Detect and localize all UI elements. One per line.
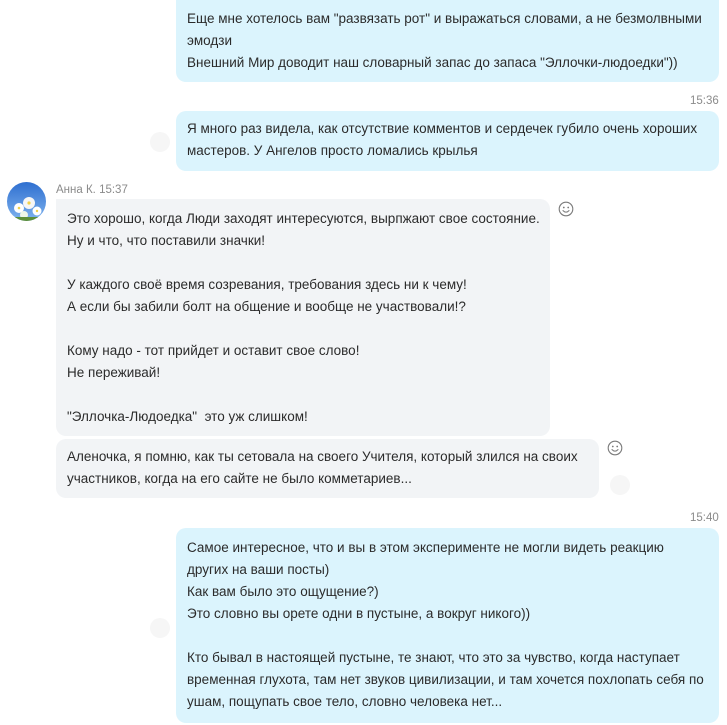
message-text-line: [67, 318, 538, 340]
message-text-line: участников, когда на его сайте не было комметариев...: [67, 471, 412, 486]
message-text-line: ушам, пощупать свое тело, словно человека нет...: [187, 694, 503, 709]
message-text-line: "Эллочка-Людоедка" это уж слишком!: [67, 409, 308, 424]
hidden-reaction-placeholder: [610, 475, 630, 495]
message-text-line: Аленочка, я помню, как ты сетовала на своего Учителя, который злился на своих: [67, 449, 578, 464]
message-text-line: временная глухота, там нет звуков цивилизации, и там хочется похлопать себя по: [187, 672, 704, 687]
hidden-reaction-placeholder: [150, 132, 170, 152]
message-bubble-incoming[interactable]: [56, 439, 599, 498]
message-text-line: Кому надо - тот прийдет и оставит свое слово!: [67, 343, 360, 358]
sender-name[interactable]: Анна К.: [56, 184, 96, 196]
sender-meta: [56, 184, 128, 196]
avatar[interactable]: [7, 182, 46, 221]
message-bubble-incoming[interactable]: [56, 199, 550, 436]
message-text-line: мастеров. У Ангелов просто ломались крылья: [187, 143, 478, 158]
message-text-line: [187, 625, 707, 647]
message-text-line: Я много раз видела, как отсутствие комментов и сердечек губило очень хороших: [187, 121, 698, 136]
message-text-line: Внешний Мир доводит наш словарный запас до запаса "Эллочки-людоедки")): [187, 55, 678, 70]
message-text-line: Самое интересное, что и вы в этом эксперименте не могли видеть реакцию: [187, 540, 664, 555]
smiley-icon[interactable]: [558, 201, 574, 217]
message-timestamp: 15:40: [690, 512, 719, 524]
message-bubble-outgoing[interactable]: [176, 111, 719, 171]
message-text-line: [67, 252, 538, 274]
message-text-line: эмодзи: [187, 33, 232, 48]
message-bubble-outgoing[interactable]: [176, 528, 719, 723]
message-text-line: Ну и что, что поставили значки!: [67, 233, 266, 248]
avatar-image: [7, 182, 46, 221]
message-text-line: Как вам было это ощущение?): [187, 584, 379, 599]
message-text-line: У каждого своё время созревания, требования здесь ни к чему!: [67, 277, 467, 292]
message-text-line: А если бы забили болт на общение и вообще не участвовали!?: [67, 299, 466, 314]
message-text-line: Кто бывал в настоящей пустыне, те знают, что это за чувство, когда наступает: [187, 650, 680, 665]
message-timestamp: 15:37: [99, 184, 128, 196]
message-text-line: других на ваши посты): [187, 562, 330, 577]
smiley-icon[interactable]: [607, 440, 623, 456]
message-text-line: Это хорошо, когда Люди заходят интересуются, вырпжают свое состояние.: [67, 211, 540, 226]
message-timestamp: 15:36: [690, 95, 719, 107]
hidden-reaction-placeholder: [150, 618, 170, 638]
message-text-line: Еще мне хотелось вам "развязать рот" и выражаться словами, а не безмолвными: [187, 11, 702, 26]
message-bubble-outgoing[interactable]: [176, 0, 719, 82]
message-text-line: Не переживай!: [67, 365, 161, 380]
message-text-line: [67, 384, 538, 406]
message-text-line: Это словно вы орете одни в пустыне, а вокруг никого)): [187, 606, 531, 621]
